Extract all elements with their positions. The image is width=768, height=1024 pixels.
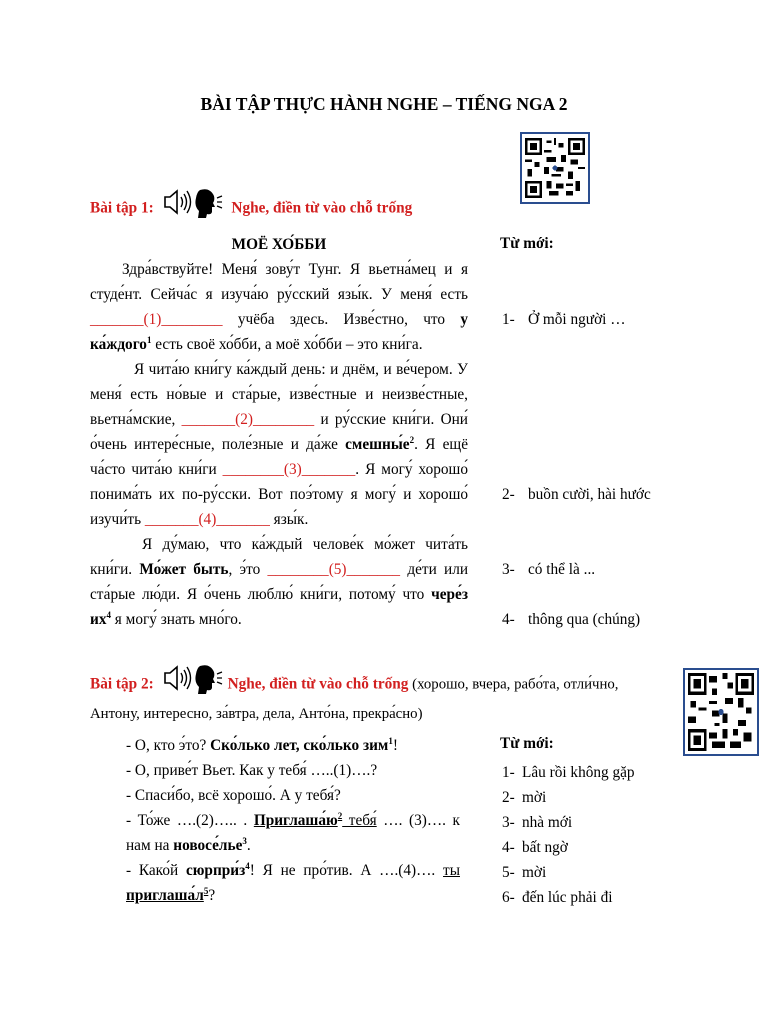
footnote-marker: 2 — [337, 810, 343, 821]
footnote-marker: 3 — [242, 835, 247, 846]
vocab-number: 2- — [502, 789, 515, 806]
vocab-title-1: Từ mới: — [500, 235, 554, 252]
footnote-marker: 5 — [203, 885, 209, 896]
vocab-item — [502, 561, 595, 579]
blank-4: _______(4)_______ — [144, 511, 270, 528]
dialog-line-3: - Спаси́бо, всё хорошо́. А у тебя́? — [126, 787, 341, 804]
text-run: я могу́ знать мно́го. — [110, 611, 242, 628]
vocab-text: Lâu rồi không gặp — [522, 764, 635, 781]
exercise-2-label: Bài tập 2: — [90, 675, 154, 693]
exercise-1-instruction: Nghe, điền từ vào chỗ trống — [231, 199, 413, 217]
vocab-item — [502, 835, 635, 860]
vocab-text: bất ngờ — [522, 839, 568, 856]
dialog-line-4 — [126, 808, 460, 858]
story-title: МОЁ ХО́ББИ — [231, 236, 327, 253]
bold-term: Ско́лько лет, ско́лько зим — [210, 737, 389, 754]
vocab-list-2 — [502, 760, 635, 910]
text-run: Здра́вствуйте! Меня́ зову́т Тунг. Я вьетна́мец и я студе́нт. Сейча́с я изуча́ю ру́сский язы́к. У меня́ есть — [90, 261, 468, 303]
vocab-item — [502, 860, 635, 885]
vocab-number: 6- — [502, 889, 515, 906]
text-run: Я ду́маю, что ка́ждый челове́к мо́жет чита́ть кни́ги. — [90, 536, 468, 578]
dialog-line-1 — [126, 733, 460, 758]
vocab-item — [502, 760, 635, 785]
footnote-marker: 4 — [245, 860, 250, 871]
story-paragraph-3 — [90, 532, 468, 632]
vocab-number: 1- — [502, 311, 515, 328]
vocab-item — [502, 611, 640, 629]
vocab-text: có thể là ... — [528, 561, 596, 578]
text-run: ? — [208, 887, 216, 904]
text-run: - О, кто э́то? — [126, 737, 211, 754]
text-run: . — [246, 837, 251, 854]
vocab-text: đến lúc phải đi — [522, 889, 613, 906]
vocab-number: 5- — [502, 864, 515, 881]
bold-term: у ка́ждого — [90, 311, 468, 353]
exercise-2-heading — [90, 662, 680, 727]
exercise-1-label: Bài tập 1: — [90, 199, 154, 217]
qr-code-icon — [683, 668, 759, 756]
text-run: Я чита́ю кни́гу ка́ждый день: и днём, и ве́чером. У меня́ есть но́вые и ста́рые, изве́стные и неизве́стные, вьетна́мские, — [90, 361, 468, 428]
text-run: ты — [443, 862, 460, 879]
exercise-1-heading — [90, 186, 412, 232]
blank-2: _______(2)________ — [181, 411, 315, 428]
bold-term: Приглаша́ю — [253, 812, 338, 829]
listen-icons — [162, 186, 224, 232]
vocab-text: nhà mới — [522, 814, 573, 831]
blank-1: _______(1)________ — [90, 311, 223, 328]
vocab-number: 1- — [502, 764, 515, 781]
footnote-marker: 2 — [409, 434, 415, 445]
vocab-text: thông qua (chúng) — [528, 611, 641, 628]
bold-term: приглаша́л — [126, 887, 204, 904]
vocab-number: 2- — [502, 486, 515, 503]
vocab-text: Ở mỗi người … — [528, 311, 626, 328]
footnote-marker: 1 — [146, 334, 152, 345]
text-run: - То́же ….(2)….. . — [126, 812, 254, 829]
vocab-number: 4- — [502, 839, 515, 856]
text-run: де́ти или ста́рые лю́ди. Я о́чень люблю́ кни́ги, потому́ что — [90, 561, 469, 603]
text-run: . Я ещё ча́сто чита́ю кни́ги — [90, 436, 468, 478]
speaker-icon — [162, 186, 224, 218]
bold-term: чере́з их — [90, 586, 468, 628]
bold-term: смешны́е — [345, 436, 410, 453]
story-paragraph-2 — [90, 357, 468, 532]
text-run: …. (3)…. к нам на — [126, 812, 460, 854]
story-paragraph-1 — [90, 257, 468, 357]
bold-term: сюрпри́з — [185, 862, 246, 879]
text-run: и ру́сские кни́ги. Они́ о́чень интере́сные, поле́зные и да́же — [90, 411, 468, 453]
speaker-icon — [162, 662, 224, 694]
page-title: BÀI TẬP THỰC HÀNH NGHE – TIẾNG NGA 2 — [200, 94, 568, 114]
text-run: язы́к. — [269, 511, 309, 528]
text-run: тебя́ — [342, 812, 377, 829]
text-run: - Како́й — [126, 862, 186, 879]
vocab-item — [502, 311, 626, 329]
bold-term: новосе́лье — [173, 837, 243, 854]
text-run: ! Я не про́тив. А ….(4)…. — [249, 862, 444, 879]
vocab-item — [502, 486, 651, 504]
dialog-line-2: - О, приве́т Вьет. Как у тебя́ …..(1)….? — [126, 762, 378, 779]
text-run: ! — [392, 737, 398, 754]
text-run: , э́то — [228, 561, 268, 578]
vocab-number: 3- — [502, 561, 515, 578]
footnote-marker: 4 — [106, 609, 111, 620]
dialog-line-5 — [126, 858, 460, 908]
blank-3: ________(3)_______ — [222, 461, 356, 478]
vocab-number: 3- — [502, 814, 515, 831]
blank-5: ________(5)_______ — [267, 561, 401, 578]
dialog-text — [126, 733, 460, 908]
vocab-text: buồn cười, hài hước — [528, 486, 651, 503]
vocab-item — [502, 885, 635, 910]
footnote-marker: 1 — [388, 735, 393, 746]
vocab-item — [502, 810, 635, 835]
vocab-title-2: Từ mới: — [500, 735, 554, 752]
story-text — [90, 232, 468, 632]
vocab-text: mời — [522, 864, 547, 881]
text-run: . Я могу́ хорошо́ понима́ть их по-ру́сски. Вот поэ́тому я могу́ и хорошо́ изучи́ть — [90, 461, 468, 528]
word-bank-line-1: (хорошо, вчера, рабо́та, отли́чно, — [408, 676, 619, 693]
word-bank-line-2: Антону, интересно, за́втра, дела, Анто́на, прекра́сно) — [90, 706, 423, 722]
text-run: есть своё хо́бби, а моё хо́бби – это кни́га. — [151, 336, 423, 353]
exercise-2-instruction: Nghe, điền từ vào chỗ trống — [227, 675, 409, 693]
qr-code-icon — [520, 132, 590, 204]
vocab-number: 4- — [502, 611, 515, 628]
vocab-text: mời — [522, 789, 547, 806]
text-run: учёба здесь. Изве́стно, что — [222, 311, 461, 328]
bold-term: Мо́жет быть — [139, 561, 229, 578]
vocab-item — [502, 785, 635, 810]
